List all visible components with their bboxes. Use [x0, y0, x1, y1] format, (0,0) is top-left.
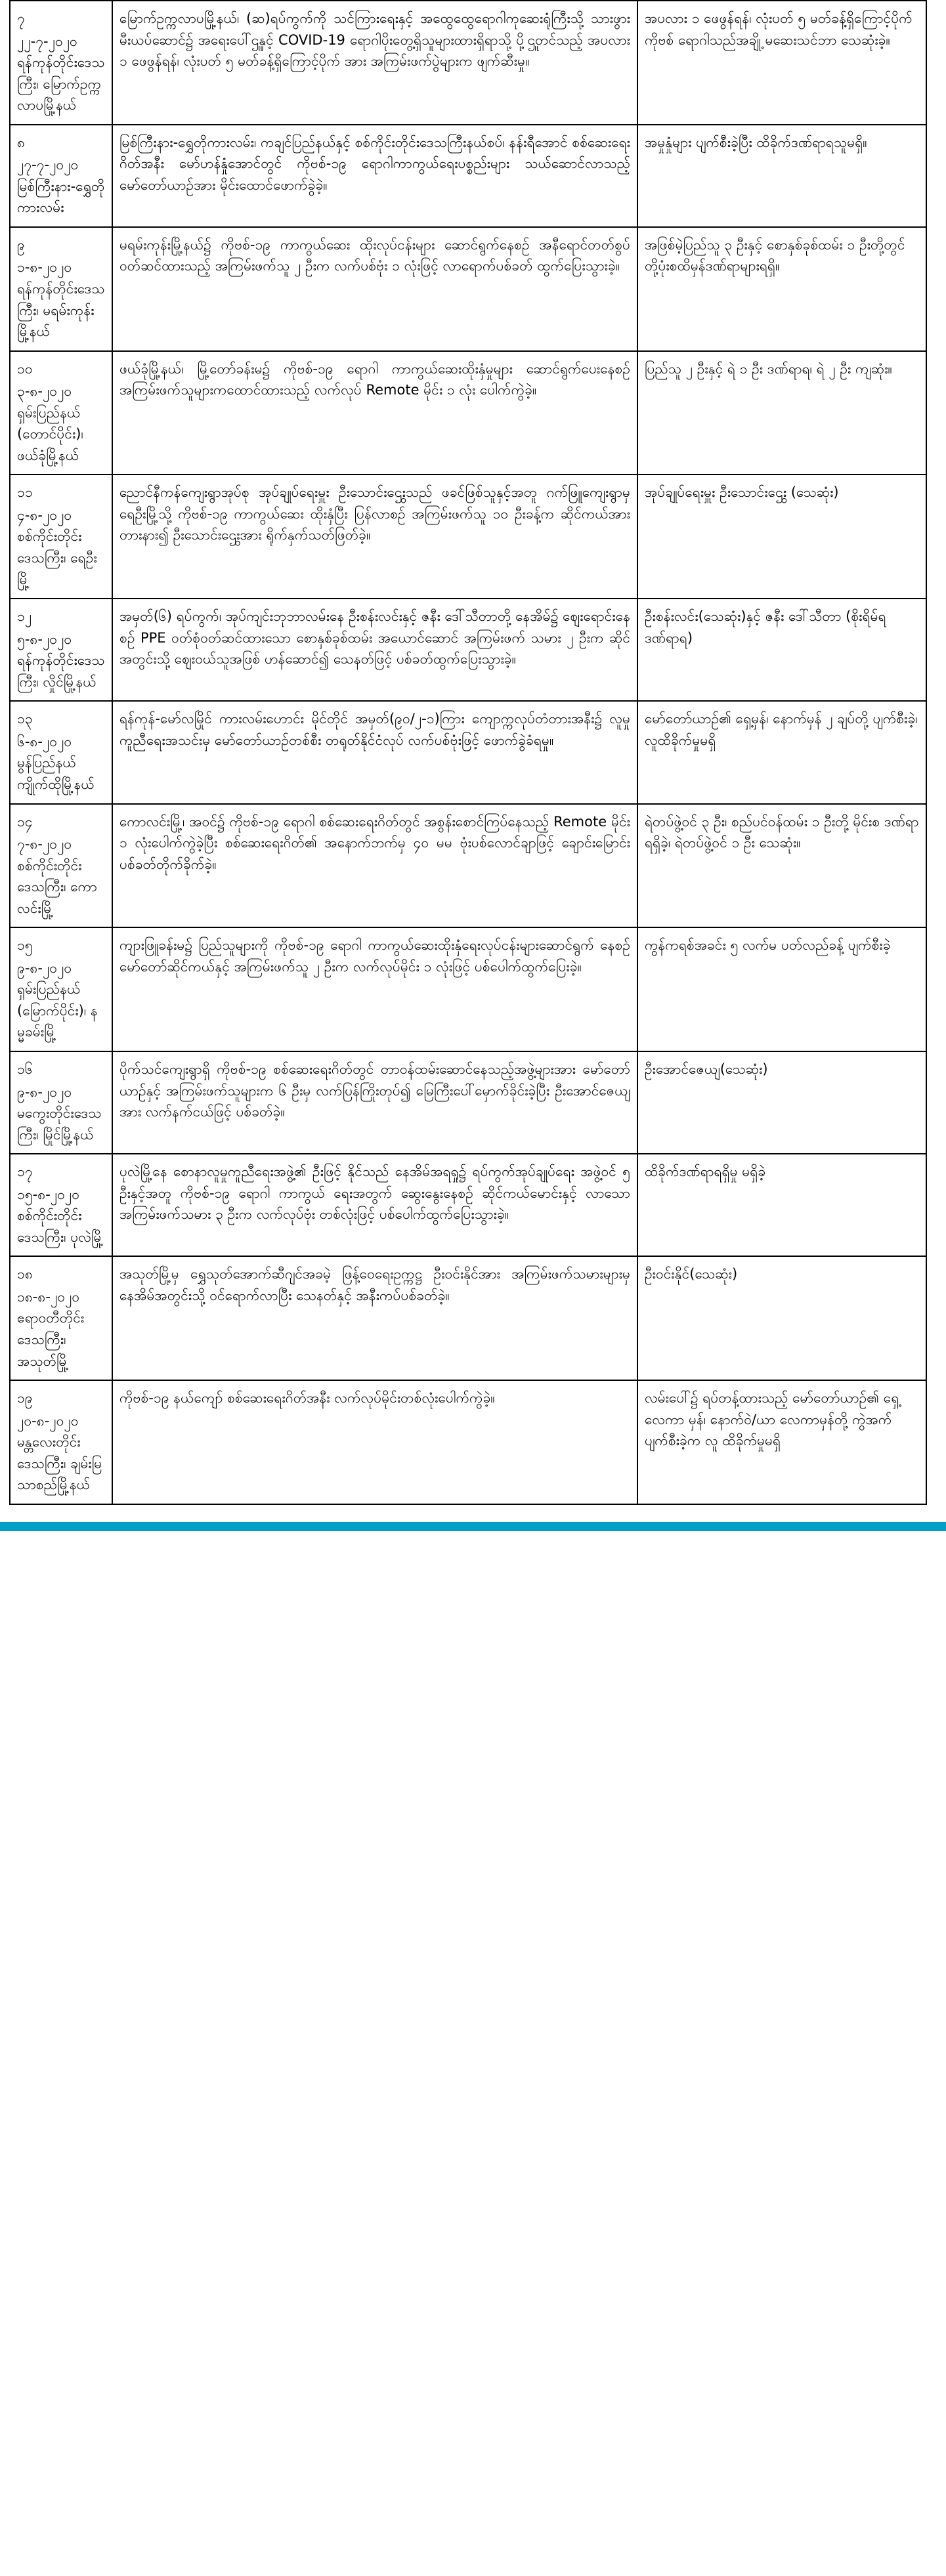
- row-date: ၆-၈-၂၀၂၀: [17, 733, 72, 750]
- row-result: ရဲတပ်ဖွဲ့ဝင် ၃ ဦး၊ စည်ပင်ဝန်ထမ်း ၁ ဦးတို့ မိုင်းစ ဒဏ်ရာရရှိခဲ့၊ ရဲတပ်ဖွဲ့ဝင် ၁ ဦး သေဆုံး။: [637, 804, 926, 928]
- row-result: ဦးစန်းလင်း(သေဆုံး)နှင့် ဇနီး ဒေါ်သီတာ (စိုးရိမ်ရဒဏ်ရာရ): [637, 599, 926, 701]
- row-location: စစ်ကိုင်းတိုင်းဒေသကြီး၊ ပုလဲမြို့: [17, 1208, 104, 1245]
- row-number: ၁၃: [17, 711, 33, 727]
- row-index-cell: [10, 927, 112, 1051]
- row-date: ၁-၈-၂၀၂၀: [17, 259, 72, 276]
- row-index-cell: [10, 804, 112, 928]
- row-date: ၅-၈-၂၀၂၀: [17, 631, 72, 647]
- row-location: ရန်ကုန်တိုင်းဒေသကြီး၊ လှိုင်မြို့နယ်: [17, 652, 105, 690]
- row-index-cell: [10, 351, 112, 475]
- row-result: အဖြစ်မဲ့ပြည်သူ ၃ ဦးနှင့် စောနှစ်ခုစ်ထမ်း ၁ ဦးတို့တွင် တို့ပုံးစထိမှန်ဒဏ်ရာများရရှိ။: [637, 227, 926, 351]
- table-row: [10, 351, 926, 475]
- row-location: ရှမ်းပြည်နယ် (မြောက်ပိုင်း)၊ နမ္မခမ်းမြို့: [17, 981, 98, 1040]
- row-description: ညောင်နီကန်ကျေးရွာအုပ်စု အုပ်ချုပ်ရေးမှူး ဦးသောင်းဌွေးသည် ဖခင်ဖြစ်သူနှင့်အတူ ဂက်ဖြူကျေးရွာမှ ရေဦးမြို့သို့ ကိုဗစ်-၁၉ ကာကွယ်ဆေး ထိုးနှံပြီး ပြန်လာစဉ် အကြမ်းဖက်သူ ၁၀ ဦးခန့်က ဆိုင်ကယ်အားတားနား၍ ဦးသောင်းဌွေးအား ရိုက်နှက်သတ်ဖြတ်ခဲ့။: [112, 475, 637, 599]
- row-index-cell: [10, 599, 112, 701]
- table-row: [10, 1051, 926, 1154]
- row-result: မော်တော်ယာဉ်၏ ရှေ့မှန်၊ နောက်မှန် ၂ ချပ်တို့ ပျက်စီးခဲ့၊ လူထိခိုက်မှုမရှိ: [637, 701, 926, 803]
- row-description: အသုတ်မြို့မှ ရွှေသုတ်အောက်ဆီဂျင်အခမဲ့ ဖြန့်ဝေရေးဥက္ကဋ္ဌ ဦးဝင်းနိုင်အား အကြမ်းဖက်သမားများမှ နေအိမ်အတွင်းသို့ ဝင်ရောက်လာပြီး သေနတ်နှင့် အနီးကပ်ပစ်ခတ်ခဲ့။: [112, 1256, 637, 1380]
- row-result: ကွန်ကရစ်အခင်း ၅ လက်မ ပတ်လည်ခန့် ပျက်စီးခဲ့: [637, 927, 926, 1051]
- row-location: မွန်ပြည်နယ် ကျိုက်ထိုမြို့နယ်: [17, 755, 95, 792]
- table-row: [10, 701, 926, 803]
- row-index-cell: [10, 475, 112, 599]
- row-description: မြောက်ဥက္ကလာပမြို့နယ်၊ (ဆ)ရပ်ကွက်ကို သင်ကြားရေးနှင့် အထွေထွေရောဂါကုဆေးရုံကြီးသို့ သားဖွား မီးယပ်ဆောင်၌ အရေးပေါ်ဌူနှင့် COVID-19 ရောဂါပိုးတွေ့ရှိသူများထားရှိရာသို့ ပို့ဌူတင်သည့် အပလား ၁ ဖေဖွန်ရန်၊ လုံးပတ် ၅ မတ်ခန့်ရှိကြောင့်ပိုက် အား အကြမ်းဖက်ပွဲများက ဖျက်ဆီးမှု။: [112, 1, 637, 125]
- row-number: ၉: [17, 236, 25, 253]
- row-number: ၁၉: [17, 1390, 33, 1406]
- row-index-cell: [10, 1256, 112, 1380]
- row-location: ဧရာဝတီတိုင်းဒေသကြီး၊ အသုတ်မြို့: [17, 1310, 85, 1369]
- row-location: မန္တလေးတိုင်းဒေသကြီး၊ ချမ်းမြသာစည်မြို့နယ်: [17, 1434, 102, 1493]
- row-location: စစ်ကိုင်းတိုင်းဒေသကြီး၊ ကောလင်းမြို့: [17, 857, 97, 916]
- row-number: ၇: [17, 11, 25, 26]
- row-number: ၈: [17, 134, 25, 150]
- row-description: အမှတ်(၆) ရပ်ကွက်၊ အုပ်ကျင်းဘုဘာလမ်းနေ ဦးစန်းလင်းနှင့် ဇနီး ဒေါ်သီတာတို့ နေအိမ်၌ ဈေးရောင်းနေစဉ် PPE ဝတ်စုံဝတ်ဆင်ထားသော စောနှစ်ခုစ်ထမ်း အယောင်ဆောင် အကြမ်းဖက် သမား ၂ ဦးက ဆိုင်အတွင်းသို့ ဈေးဝယ်သူအဖြစ် ဟန်ဆောင်၍ သေနတ်ဖြင့် ပစ်ခတ်ထွက်ပြေးသွားခဲ့။: [112, 599, 637, 701]
- row-date: ၃-၈-၂၀၂၀: [17, 383, 72, 400]
- row-number: ၁၁: [17, 484, 33, 501]
- row-date: ၉-၈-၂၀၂၀: [17, 960, 72, 976]
- page-accent-bar: [0, 1522, 946, 1531]
- row-number: ၁၂: [17, 608, 32, 625]
- row-index-cell: [10, 125, 112, 227]
- row-result: အပလား ၁ ဖေဖွန်ရန်၊ လုံးပတ် ၅ မတ်ခန့်ရှိကြောင့်ပိုက် ကိုဗစ် ရောဂါသည်အချို့ မဆေးသင်ဘာ သေဆုံးခဲ့။: [637, 1, 926, 125]
- row-result: ဦးဝင်းနိုင်(သေဆုံး): [637, 1256, 926, 1380]
- table-row: [10, 927, 926, 1051]
- table-row: [10, 804, 926, 928]
- row-description: မြစ်ကြီးနား-ရွှေတိုကားလမ်း၊ ကချင်ပြည်နယ်နှင့် စစ်ကိုင်းတိုင်းဒေသကြီးနယ်စပ်၊ နန်းရီအောင် စစ်ဆေးရေးဂိတ်အနီး မော်ဟန်နှုံအောင်တွင် ကိုဗစ်-၁၉ ရောဂါကာကွယ်ရေးပစ္စည်းများ သယ်ဆောင်လာသည့် မော်တော်ယာဉ်အား မိုင်းထောင်ဖောက်ခွဲခဲ့။: [112, 125, 637, 227]
- table-row: [10, 1256, 926, 1380]
- row-date: ၉-၈-၂၀၂၀: [17, 1084, 72, 1100]
- row-description: ရန်ကုန်-မော်လမြိုင် ကားလမ်းဟောင်း မိုင်တိုင် အမှတ်(၉၀/၂-၁)ကြား ကျောက္ကလုပ်တံတားအနီး၌ လူမှုကူညီရေးအသင်းမှ မော်တော်ယာဉ်တစ်စီး တရုတ်နိုင်ငံလုပ် လက်ပစ်ဗုံးဖြင့် ဖောက်ခွဲခံရမှု။: [112, 701, 637, 803]
- row-description: ကျားဖြူခန်းမ၌ ပြည်သူများကို ကိုဗစ်-၁၉ ရောဂါ ကာကွယ်ဆေးထိုးနှံရေးလုပ်ငန်းများဆောင်ရွက် နေစဉ် မော်တော်ဆိုင်ကယ်နှင့် အကြမ်းဖက်သူ ၂ ဦးက လက်လုပ်မိုင်း ၁ လုံးဖြင့် ပစ်ပေါက်ထွက်ပြေးခဲ့။: [112, 927, 637, 1051]
- row-index-cell: [10, 227, 112, 351]
- row-date: ၂၂-၇-၂၀၂၀: [17, 33, 77, 49]
- row-index-cell: [10, 1, 112, 125]
- row-number: ၁၈: [17, 1266, 33, 1282]
- table-row: [10, 1, 926, 125]
- table-row: [10, 599, 926, 701]
- row-number: ၁၅: [17, 937, 33, 954]
- table-row: [10, 1154, 926, 1256]
- row-result: လမ်းပေါ်၌ ရပ်တန့်ထားသည့် မော်တော်ယာဉ်၏ ရှေ့လေကာ မှန်၊ နောက်ဝဲ/ယာ လေကာမှန်တို့ ကွဲအက်ပျက်စီးခဲ့က လူ ထိခိုက်မှုမရှိ: [637, 1380, 926, 1504]
- row-index-cell: [10, 1380, 112, 1504]
- table-row: [10, 1380, 926, 1504]
- table-row: [10, 475, 926, 599]
- row-index-cell: [10, 1051, 112, 1154]
- row-location: စစ်ကိုင်းတိုင်းဒေသကြီး၊ ရေဦးမြို့: [17, 528, 97, 587]
- row-date: ၂၀-၈-၂၀၂၀: [17, 1412, 79, 1429]
- row-index-cell: [10, 701, 112, 803]
- row-description: ဖယ်ခုံမြို့နယ်၊ မြို့တော်ခန်းမ၌ ကိုဗစ်-၁၉ ရောဂါ ကာကွယ်ဆေးထိုးနှံမှုများ ဆောင်ရွက်ပေးနေစဉ် အကြမ်းဖက်သူများကထောင်ထားသည့် လက်လုပ် Remote မိုင်း ၁ လုံး ပေါက်ကွဲခဲ့။: [112, 351, 637, 475]
- row-date: ၁၅-၈-၂၀၂၀: [17, 1186, 80, 1202]
- row-location: မြစ်ကြီးနား-ရွှေတိုကားလမ်း: [17, 178, 105, 216]
- row-description: ကိုဗစ်-၁၉ နယ်ကျော် စစ်ဆေးရေးဂိတ်အနီး လက်လုပ်မိုင်းတစ်လုံးပေါက်ကွဲခဲ့။: [112, 1380, 637, 1504]
- table-row: [10, 227, 926, 351]
- row-location: မကွေးတိုင်းဒေသကြီး၊ မြိုင်မြို့နယ်: [17, 1105, 102, 1143]
- row-result: အုပ်ချုပ်ရေးမှူး ဦးသောင်းဌွေး (သေဆုံး): [637, 475, 926, 599]
- row-result: အမှုနှုံများ ပျက်စီးခဲ့ပြီး ထိခိုက်ဒဏ်ရာရသူမရှိ။: [637, 125, 926, 227]
- row-description: ကောလင်းမြို့၊ အဝင်၌ ကိုဗစ်-၁၉ ရောဂါ စစ်ဆေးရေးဂိတ်တွင် အစွန်းစောင်ကြပ်နေသည့် Remote မိုင်း ၁ လုံးပေါက်ကွဲခဲ့ပြီး စစ်ဆေးရေးဂိတ်၏ အနောက်ဘက်မှ ၄၀ မမ ဗုံးပစ်လောင်ချာဖြင့် ချောင်းမြောင်းပစ်ခတ်တိုက်ခိုက်ခဲ့။: [112, 804, 637, 928]
- row-result: ပြည်သူ ၂ ဦးနှင့် ရဲ ၁ ဦး ဒဏ်ရာရ၊ ရဲ ၂ ဦး ကျဆုံး။: [637, 351, 926, 475]
- incident-table-body: [10, 1, 926, 1504]
- row-description: မရမ်းကုန်းမြို့နယ်၌ ကိုဗစ်-၁၉ ကာကွယ်ဆေး ထိုးလုပ်ငန်းများ ဆောင်ရွက်နေစဉ် အနီရောင်တတ်စွပ်ဝတ်ဆင်ထားသည့် အကြမ်းဖက်သူ ၂ ဦးက လက်ပစ်ဗုံး ၁ လုံးဖြင့် လာရောက်ပစ်ခတ် ထွက်ပြေးသွားခဲ့။: [112, 227, 637, 351]
- row-number: ၁၄: [17, 813, 33, 830]
- row-date: ၂၇-၇-၂၀၂၀: [17, 157, 79, 173]
- row-description: ပိုက်သင်ကျေးရွာရှိ ကိုဗစ်-၁၉ စစ်ဆေးရေးဂိတ်တွင် တာဝန်ထမ်းဆောင်နေသည့်အဖွဲ့များအား မော်တော် ယာဉ်နှင့် အကြမ်းဖက်သူများက ၆ ဦးမှ လက်ပြန်ကြိုးတုပ်၍ မြေကြီးပေါ်မှောက်ခိုင်းခဲ့ပြီး ဦးအောင်ဇေယျ အား လက်နက်ငယ်ဖြင့် ပစ်ခတ်ခဲ့။: [112, 1051, 637, 1154]
- table-row: [10, 125, 926, 227]
- row-date: ၁၈-၈-၂၀၂၀: [17, 1288, 80, 1305]
- row-number: ၁၇: [17, 1164, 33, 1180]
- row-number: ၁၀: [17, 360, 33, 377]
- row-location: ရန်ကုန်တိုင်းဒေသကြီး၊ မြောက်ဥက္ကလာပမြို့နယ်: [17, 54, 105, 114]
- row-result: ဦးအောင်ဇေယျ(သေဆုံး): [637, 1051, 926, 1154]
- page-bottom-spacer: [0, 1505, 946, 1519]
- row-location: ရန်ကုန်တိုင်းဒေသကြီး၊ မရမ်းကုန်းမြို့နယ်: [17, 281, 105, 340]
- row-description: ပုလဲမြို့နေ စောနာလူမှုကူညီရေးအဖွဲ့၏ ဦးဖြင့် နိုင်သည် နေအိမ်အရရှု၌ ရပ်ကွက်အုပ်ချုပ်ရေး အဖွဲ့ဝင် ၅ ဦးနှင့်အတူ ကိုဗစ်-၁၉ ရောဂါ ကာကွယ် ရေးအတွက် ဆွေးနွေးနေစဉ် ဆိုင်ကယ်မောင်းနှင့် လာသော အကြမ်းဖက်သမား ၃ ဦးက လက်လုပ်ဗုံး တစ်လုံးဖြင့် ပစ်ပေါက်ထွက်ပြေးသွားခဲ့။: [112, 1154, 637, 1256]
- incident-table: [9, 0, 927, 1505]
- row-date: ၄-၈-၂၀၂၀: [17, 507, 72, 523]
- row-date: ၇-၈-၂၀၂၀: [17, 836, 72, 853]
- row-location: ရှမ်းပြည်နယ် (တောင်ပိုင်း)၊ ဖယ်ခုံမြို့နယ်: [17, 404, 83, 463]
- row-index-cell: [10, 1154, 112, 1256]
- row-result: ထိခိုက်ဒဏ်ရာရရှိမှု မရှိခဲ့: [637, 1154, 926, 1256]
- row-number: ၁၆: [17, 1061, 33, 1077]
